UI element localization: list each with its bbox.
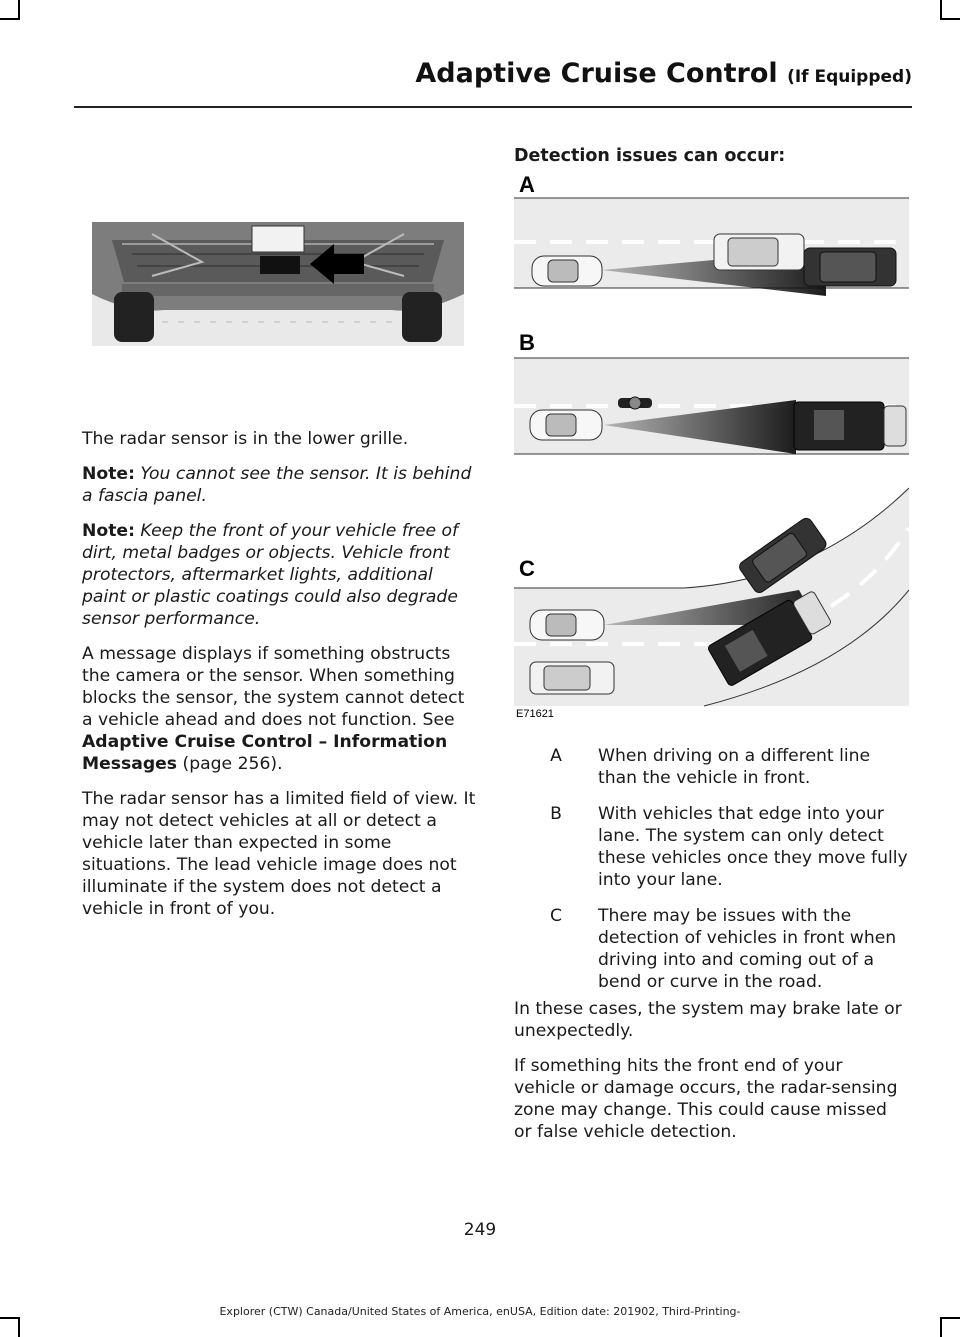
diagram-label-b: B: [519, 330, 535, 355]
paragraph-brake-late: In these cases, the system may brake late or unexpectedly.: [514, 999, 902, 1041]
paragraph-damage: If something hits the front end of your vehicle or damage occurs, the radar-sensing zone may change. This could cause missed or false vehicle detection.: [514, 1056, 898, 1142]
diagram-label-c: C: [519, 556, 535, 581]
note-paragraph: [82, 520, 477, 630]
vehicle-icon: [530, 662, 614, 694]
crop-mark: [940, 0, 942, 20]
legend-text: With vehicles that edge into your lane. The system can only detect these vehicles once they move fully into your lane.: [598, 804, 908, 890]
page-reference: (page 256).: [182, 754, 283, 774]
left-column: [82, 428, 477, 933]
truck-icon: [794, 402, 906, 450]
detection-issues-diagram: [514, 170, 909, 718]
note-paragraph: [82, 463, 477, 507]
cross-reference-link[interactable]: Adaptive Cruise Control – Information Messages: [82, 732, 448, 774]
legend-key: C: [549, 906, 562, 926]
legend-row: [514, 745, 909, 789]
page-footer: Explorer (CTW) Canada/United States of America, enUSA, Edition date: 201902, Third-Printing-: [219, 1305, 741, 1318]
crop-mark: [940, 1317, 942, 1337]
crop-mark: [0, 18, 18, 20]
figure-id: E71621: [516, 708, 554, 718]
legend-text: When driving on a different line than the vehicle in front.: [598, 746, 871, 788]
paragraph-field-of-view: The radar sensor has a limited field of view. It may not detect vehicles at all or detect a vehicle later than expected in some situations. The lead vehicle image does not illuminate if the system does not detect a vehicle in front of you.: [82, 789, 476, 919]
host-vehicle-icon: [532, 256, 602, 286]
host-vehicle-icon: [530, 610, 604, 640]
crop-mark: [942, 18, 960, 20]
note-label: Note:: [82, 521, 135, 541]
page-title: [0, 58, 912, 89]
paragraph-sensor-location: The radar sensor is in the lower grille.: [82, 429, 409, 449]
crop-mark: [18, 1317, 20, 1337]
page-title-text: Adaptive Cruise Control: [415, 58, 778, 89]
detection-issues-heading: Detection issues can occur:: [514, 146, 786, 166]
diagram-label-a: A: [519, 172, 535, 197]
legend-key: A: [550, 746, 562, 766]
note-text: Keep the front of your vehicle free of dirt, metal badges or objects. Vehicle front protectors, aftermarket lights, additional paint or plastic coatings could also degrade sensor performance.: [82, 521, 459, 629]
paragraph-obstruction-message: [82, 643, 477, 775]
note-text: You cannot see the sensor. It is behind a fascia panel.: [82, 464, 472, 506]
right-column-text: [514, 998, 909, 1156]
host-vehicle-icon: [530, 410, 602, 440]
diagram-legend: [514, 745, 909, 1007]
legend-text: There may be issues with the detection of vehicles in front when driving into and coming out of a bend or curve in the road.: [598, 906, 897, 992]
legend-row: [514, 803, 909, 891]
legend-row: [514, 905, 909, 993]
paragraph-text: A message displays if something obstructs the camera or the sensor. When something blocks the sensor, the system cannot detect a vehicle ahead and does not function. See: [82, 644, 465, 730]
legend-key: B: [550, 804, 562, 824]
page-number: 249: [463, 1220, 497, 1240]
motorcycle-icon: [618, 397, 652, 409]
header-rule: [74, 106, 912, 108]
radar-sensor-location-image: [92, 222, 464, 346]
note-label: Note:: [82, 464, 135, 484]
page-title-subtitle: (If Equipped): [787, 67, 912, 87]
vehicle-icon: [714, 234, 804, 270]
vehicle-icon: [804, 248, 896, 286]
crop-mark: [18, 0, 20, 20]
